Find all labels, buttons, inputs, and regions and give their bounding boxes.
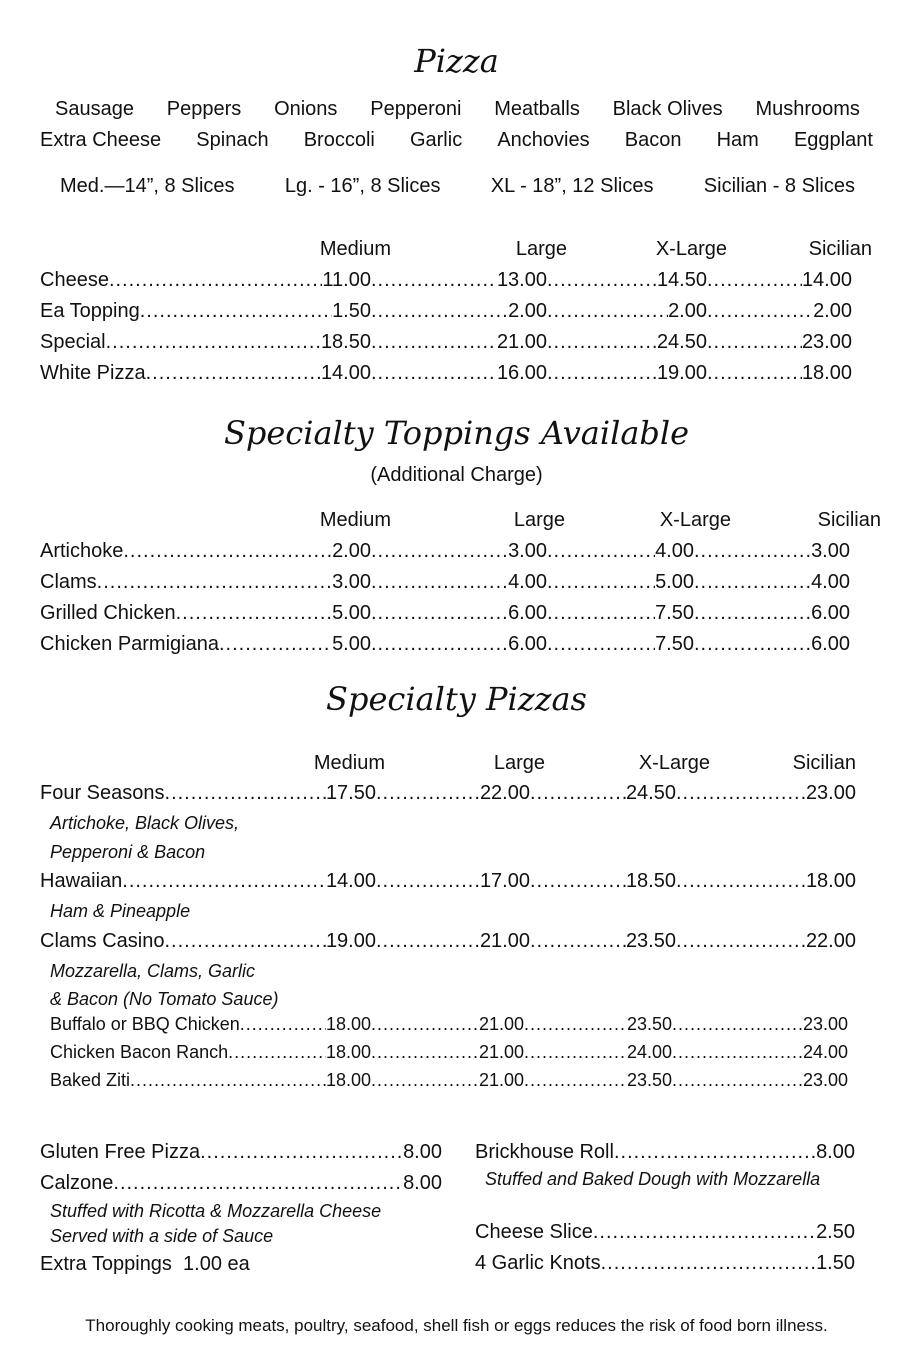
size-option: Lg. - 16”, 8 Slices — [284, 175, 441, 197]
price-cell — [547, 598, 694, 629]
pizza-price-headers — [40, 234, 872, 265]
price-cell — [672, 1066, 848, 1094]
item-name: Clams Casino — [40, 929, 165, 952]
pizza-price-table — [40, 265, 852, 389]
price-medium: 1.50 — [332, 300, 371, 322]
item-name: Gluten Free Pizza — [40, 1141, 201, 1163]
item-price: 8.00 — [403, 1141, 442, 1163]
size-option: Med.—14”, 8 Slices — [60, 175, 235, 197]
item-name-cell — [40, 296, 371, 327]
price-xlarge: 14.50 — [656, 269, 707, 291]
item-price: 1.50 — [816, 1252, 855, 1274]
item-name: Ea Topping — [40, 300, 140, 322]
price-medium: 14.00 — [320, 362, 371, 384]
price-cell — [371, 296, 547, 327]
specialty-pizza-list — [40, 778, 860, 1014]
price-large: 21.00 — [479, 929, 530, 952]
price-cell — [524, 1066, 672, 1094]
item-price: 8.00 — [816, 1141, 855, 1163]
garlic-knots-item — [475, 1248, 855, 1279]
price-cell — [371, 567, 547, 598]
price-large: 17.00 — [479, 870, 530, 892]
price-cell — [547, 296, 707, 327]
topping-option: Meatballs — [494, 98, 580, 120]
topping-option: Bacon — [624, 129, 682, 151]
pizza-description: Mozzarella, Clams, Garlic — [50, 960, 256, 981]
price-medium: 18.00 — [325, 1014, 371, 1034]
item-name-cell — [40, 866, 376, 897]
price-xlarge: 23.50 — [626, 1014, 672, 1034]
calzone-desc-1: Stuffed with Ricotta & Mozzarella Cheese — [50, 1201, 382, 1221]
price-cell — [676, 778, 856, 809]
toppings-row-2 — [40, 129, 873, 152]
price-medium: 18.00 — [325, 1070, 371, 1090]
price-large: 16.00 — [496, 362, 547, 384]
price-cell — [371, 265, 547, 296]
specialty-price-headers — [40, 748, 856, 779]
price-xlarge: 23.50 — [626, 1070, 672, 1090]
price-medium: 14.00 — [325, 870, 376, 892]
extras-right — [475, 1137, 855, 1279]
specialty-toppings-subtitle: (Additional Charge) — [370, 464, 543, 486]
price-cell — [547, 629, 694, 660]
toppings-row-1 — [55, 98, 860, 121]
item-name-cell — [40, 629, 371, 660]
price-large: 21.00 — [478, 1042, 524, 1062]
toppings-price-headers — [40, 505, 881, 536]
price-cell — [371, 1066, 524, 1094]
price-cell — [376, 866, 530, 897]
item-name: Special — [40, 331, 106, 353]
price-medium: 18.00 — [325, 1042, 371, 1062]
price-medium: 5.00 — [332, 633, 371, 655]
brickhouse-desc: Stuffed and Baked Dough with Mozzarella — [485, 1169, 821, 1189]
price-cell — [707, 265, 852, 296]
item-name: Brickhouse Roll — [475, 1141, 614, 1163]
price-large: 22.00 — [479, 782, 530, 804]
item-price: 8.00 — [403, 1172, 442, 1194]
price-sicilian: 22.00 — [805, 929, 856, 952]
column-header: Large — [513, 509, 565, 531]
item-name-cell — [40, 926, 376, 957]
price-large: 21.00 — [478, 1070, 524, 1090]
price-cell — [694, 567, 850, 598]
topping-option: Extra Cheese — [40, 129, 162, 151]
price-cell — [371, 1010, 524, 1038]
topping-option: Ham — [716, 129, 759, 151]
item-name: Buffalo or BBQ Chicken — [50, 1014, 240, 1034]
item-name: White Pizza — [40, 362, 146, 384]
specialty-pizza-row — [40, 866, 860, 897]
price-cell — [530, 926, 676, 957]
extra-toppings: Extra Toppings 1.00 ea — [40, 1253, 250, 1275]
price-cell — [371, 598, 547, 629]
item-name: Cheese Slice — [475, 1221, 593, 1243]
column-header: Sicilian — [817, 509, 881, 531]
topping-option: Spinach — [196, 129, 269, 151]
price-xlarge: 19.00 — [656, 362, 707, 384]
topping-option: Anchovies — [497, 129, 590, 151]
price-medium: 5.00 — [332, 602, 371, 624]
price-sicilian: 4.00 — [811, 571, 850, 593]
item-name-cell — [40, 327, 371, 358]
topping-option: Broccoli — [303, 129, 375, 151]
price-large: 3.00 — [508, 540, 547, 562]
item-name: Artichoke — [40, 540, 124, 562]
brickhouse-item — [475, 1137, 855, 1168]
topping-option: Sausage — [55, 98, 134, 120]
price-cell — [676, 926, 856, 957]
specialty-pizzas-title: Specialty Pizzas — [326, 680, 587, 718]
price-cell — [676, 866, 856, 897]
price-xlarge: 23.50 — [625, 929, 676, 952]
item-name-cell — [40, 536, 371, 567]
price-sicilian: 23.00 — [805, 782, 856, 804]
item-name-cell — [40, 567, 371, 598]
price-sicilian: 18.00 — [801, 362, 852, 384]
price-cell — [371, 358, 547, 389]
item-name-cell — [40, 358, 371, 389]
price-sicilian: 23.00 — [802, 1070, 848, 1090]
price-medium: 19.00 — [325, 929, 376, 952]
pizza-description: Ham & Pineapple — [50, 901, 191, 921]
topping-option: Mushrooms — [755, 98, 860, 120]
price-sicilian: 14.00 — [801, 269, 852, 291]
price-sicilian: 3.00 — [811, 540, 850, 562]
price-cell — [707, 296, 852, 327]
price-sicilian: 6.00 — [811, 602, 850, 624]
price-cell — [694, 629, 850, 660]
item-name: Chicken Parmigiana — [40, 633, 219, 655]
item-name-cell — [50, 1010, 371, 1038]
price-xlarge: 7.50 — [655, 633, 694, 655]
price-large: 13.00 — [496, 269, 547, 291]
item-name: Four Seasons — [40, 782, 165, 804]
price-cell — [371, 327, 547, 358]
column-header: Sicilian — [808, 238, 872, 260]
price-medium: 17.50 — [325, 782, 376, 804]
price-medium: 2.00 — [332, 540, 371, 562]
column-header: Medium — [319, 238, 391, 260]
price-sicilian: 23.00 — [801, 331, 852, 353]
topping-option: Peppers — [166, 98, 242, 120]
topping-option: Pepperoni — [370, 98, 462, 120]
price-large: 21.00 — [496, 331, 547, 353]
gluten-free-item — [40, 1137, 442, 1168]
column-header: X-Large — [638, 752, 710, 774]
column-header: Large — [493, 752, 545, 774]
price-cell — [707, 358, 852, 389]
pizza-description: Pepperoni & Bacon — [50, 841, 206, 862]
topping-option: Onions — [274, 98, 338, 120]
item-name-cell — [50, 1066, 371, 1094]
item-name: Cheese — [40, 269, 109, 291]
pizza-title: Pizza — [414, 42, 499, 80]
item-name-cell — [40, 778, 376, 809]
pizza-description: Artichoke, Black Olives, — [50, 813, 240, 833]
item-name: Clams — [40, 571, 97, 593]
price-xlarge: 24.00 — [626, 1042, 672, 1062]
price-cell — [694, 536, 850, 567]
price-medium: 3.00 — [332, 571, 371, 593]
price-xlarge: 24.50 — [656, 331, 707, 353]
price-large: 4.00 — [508, 571, 547, 593]
item-name-cell — [50, 1038, 371, 1066]
price-cell — [547, 265, 707, 296]
price-cell — [371, 536, 547, 567]
extras-left — [40, 1137, 442, 1280]
price-cell — [672, 1010, 848, 1038]
topping-option: Black Olives — [612, 98, 723, 120]
price-xlarge: 7.50 — [655, 602, 694, 624]
size-info — [60, 175, 855, 198]
price-cell — [530, 778, 676, 809]
item-price: 2.50 — [816, 1221, 855, 1243]
price-cell — [371, 629, 547, 660]
price-sicilian: 18.00 — [805, 870, 856, 892]
price-cell — [547, 567, 694, 598]
topping-option: Eggplant — [793, 129, 873, 151]
calzone-item — [40, 1168, 442, 1199]
price-sicilian: 24.00 — [802, 1042, 848, 1062]
price-xlarge: 18.50 — [625, 870, 676, 892]
price-cell — [672, 1038, 848, 1066]
column-header: X-Large — [659, 509, 731, 531]
size-option: XL - 18”, 12 Slices — [490, 175, 654, 197]
price-large: 21.00 — [478, 1014, 524, 1034]
price-large: 6.00 — [508, 633, 547, 655]
item-name: Calzone — [40, 1172, 114, 1194]
price-medium: 18.50 — [320, 331, 371, 353]
item-name-cell — [40, 598, 371, 629]
price-sicilian: 2.00 — [813, 300, 852, 322]
price-cell — [524, 1038, 672, 1066]
topping-option: Garlic — [409, 129, 463, 151]
specialty-toppings-title: Specialty Toppings Available — [223, 414, 690, 452]
price-cell — [376, 778, 530, 809]
price-xlarge: 5.00 — [655, 571, 694, 593]
specialty-pizza-row — [40, 778, 860, 809]
price-sicilian: 6.00 — [811, 633, 850, 655]
price-xlarge: 24.50 — [625, 782, 676, 804]
cheese-slice-item — [475, 1217, 855, 1248]
price-cell — [524, 1010, 672, 1038]
column-header: Medium — [313, 752, 385, 774]
price-xlarge: 4.00 — [655, 540, 694, 562]
specialty-sub-list — [50, 1010, 848, 1094]
column-header: Large — [515, 238, 567, 260]
price-large: 6.00 — [508, 602, 547, 624]
price-cell — [547, 327, 707, 358]
column-header: X-Large — [655, 238, 727, 260]
size-option: Sicilian - 8 Slices — [703, 175, 855, 197]
price-sicilian: 23.00 — [802, 1014, 848, 1034]
column-header: Medium — [319, 509, 391, 531]
price-cell — [530, 866, 676, 897]
price-cell — [547, 536, 694, 567]
price-medium: 11.00 — [322, 269, 371, 291]
price-cell — [707, 327, 852, 358]
item-name: Grilled Chicken — [40, 602, 176, 624]
calzone-desc-2: Served with a side of Sauce — [50, 1226, 274, 1246]
item-name: Hawaiian — [40, 870, 123, 892]
column-header: Sicilian — [792, 752, 856, 774]
item-name: 4 Garlic Knots — [475, 1252, 601, 1274]
toppings-price-table — [40, 536, 850, 660]
pizza-description: & Bacon (No Tomato Sauce) — [50, 989, 279, 1009]
price-cell — [371, 1038, 524, 1066]
item-name-cell — [40, 265, 371, 296]
price-large: 2.00 — [508, 300, 547, 322]
item-name: Baked Ziti — [50, 1070, 131, 1090]
price-xlarge: 2.00 — [668, 300, 707, 322]
item-name: Chicken Bacon Ranch — [50, 1042, 229, 1062]
price-cell — [694, 598, 850, 629]
price-cell — [376, 926, 530, 957]
food-safety-footer: Thoroughly cooking meats, poultry, seafood, shell fish or eggs reduces the risk of food born illness. — [85, 1316, 828, 1335]
specialty-pizza-row — [40, 926, 860, 957]
price-cell — [547, 358, 707, 389]
